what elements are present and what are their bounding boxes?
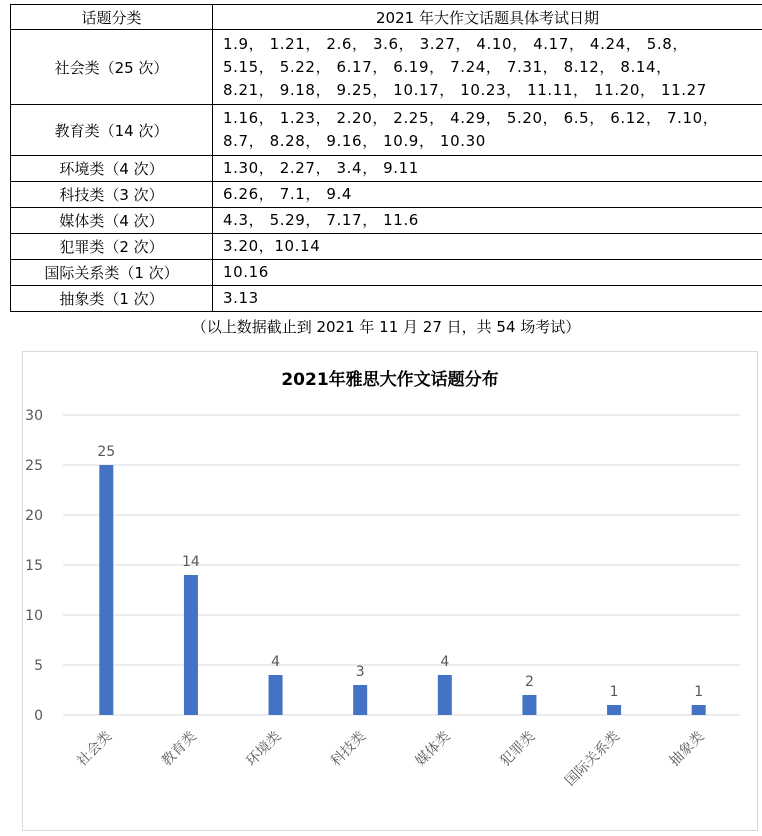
table-row bbox=[11, 182, 762, 208]
x-tick-label: 国际关系类 bbox=[562, 728, 623, 790]
data-label: 1 bbox=[609, 684, 619, 700]
dates-line: 5.15， 5.22， 6.17， 6.19， 7.24， 7.31， 8.12， 8.14， bbox=[223, 57, 672, 76]
bar bbox=[269, 675, 283, 715]
y-tick-label: 0 bbox=[34, 708, 43, 724]
category-cell: 科技类（3 次） bbox=[11, 182, 213, 208]
category-cell: 犯罪类（2 次） bbox=[11, 234, 213, 260]
x-tick-label: 媒体类 bbox=[412, 728, 454, 770]
bar bbox=[607, 705, 621, 715]
category-cell: 社会类（25 次） bbox=[11, 30, 213, 105]
column-header-dates: 2021 年大作文话题具体考试日期 bbox=[213, 5, 762, 30]
table-row bbox=[11, 208, 762, 234]
bar-chart bbox=[23, 352, 757, 830]
table-row bbox=[11, 30, 762, 105]
dates-line: 8.21， 9.18， 9.25， 10.17， 10.23， 11.11， 11.20， 11.27 bbox=[223, 80, 707, 99]
dates-cell bbox=[213, 260, 762, 286]
category-cell: 国际关系类（1 次） bbox=[11, 260, 213, 286]
dates-line: 1.30， 2.27， 3.4， 9.11 bbox=[223, 159, 419, 177]
data-label: 4 bbox=[440, 654, 450, 670]
dates-cell bbox=[213, 208, 762, 234]
table-caption: （以上数据截止到 2021 年 11 月 27 日，共 54 场考试） bbox=[191, 318, 581, 336]
dates-line: 1.9， 1.21， 2.6， 3.6， 3.27， 4.10， 4.17， 4.24， 5.8， bbox=[223, 34, 688, 53]
data-label: 14 bbox=[182, 554, 200, 570]
x-tick-label: 社会类 bbox=[74, 728, 116, 770]
bar bbox=[353, 685, 367, 715]
dates-line: 4.3， 5.29， 7.17， 11.6 bbox=[223, 211, 419, 229]
data-label: 4 bbox=[271, 654, 281, 670]
table-row bbox=[11, 286, 762, 312]
dates-line: 3.13 bbox=[223, 289, 259, 307]
dates-line: 1.16， 1.23， 2.20， 2.25， 4.29， 5.20， 6.5， 6.12， 7.10， bbox=[223, 109, 719, 127]
y-tick-label: 30 bbox=[25, 408, 43, 424]
dates-cell bbox=[213, 286, 762, 312]
x-tick-label: 教育类 bbox=[158, 728, 200, 770]
bar bbox=[692, 705, 706, 715]
category-cell: 媒体类（4 次） bbox=[11, 208, 213, 234]
dates-cell bbox=[213, 156, 762, 182]
dates-cell bbox=[213, 182, 762, 208]
category-cell: 环境类（4 次） bbox=[11, 156, 213, 182]
y-tick-label: 10 bbox=[25, 608, 43, 624]
table-row bbox=[11, 234, 762, 260]
x-tick-label: 犯罪类 bbox=[497, 728, 539, 770]
data-label: 3 bbox=[355, 664, 365, 680]
x-tick-label: 环境类 bbox=[243, 728, 285, 770]
dates-line: 3.20，10.14 bbox=[223, 237, 321, 255]
data-label: 25 bbox=[97, 444, 116, 460]
bar bbox=[438, 675, 452, 715]
dates-cell bbox=[213, 30, 762, 105]
dates-cell bbox=[213, 234, 762, 260]
dates-line: 10.16 bbox=[223, 263, 269, 281]
dates-line: 8.7， 8.28， 9.16， 10.9， 10.30 bbox=[223, 132, 486, 150]
chart-area bbox=[22, 351, 758, 831]
bar bbox=[99, 465, 113, 715]
column-header-category: 话题分类 bbox=[11, 5, 213, 30]
chart-title: 2021年雅思大作文话题分布 bbox=[281, 370, 499, 390]
data-label: 1 bbox=[694, 684, 704, 700]
x-tick-label: 科技类 bbox=[328, 728, 370, 770]
dates-cell bbox=[213, 105, 762, 156]
category-cell: 抽象类（1 次） bbox=[11, 286, 213, 312]
dates-line: 6.26， 7.1， 9.4 bbox=[223, 185, 353, 203]
table-row bbox=[11, 105, 762, 156]
y-tick-label: 20 bbox=[25, 508, 43, 524]
y-tick-label: 5 bbox=[34, 658, 43, 674]
bar bbox=[184, 575, 198, 715]
bar bbox=[522, 695, 536, 715]
data-label: 2 bbox=[524, 674, 534, 690]
category-cell: 教育类（14 次） bbox=[11, 105, 213, 156]
topic-date-table bbox=[10, 4, 762, 312]
x-tick-label: 抽象类 bbox=[666, 728, 708, 770]
table-row bbox=[11, 260, 762, 286]
table-header-row bbox=[11, 5, 762, 30]
table-row bbox=[11, 156, 762, 182]
y-tick-label: 15 bbox=[25, 558, 43, 574]
y-tick-label: 25 bbox=[25, 458, 43, 474]
